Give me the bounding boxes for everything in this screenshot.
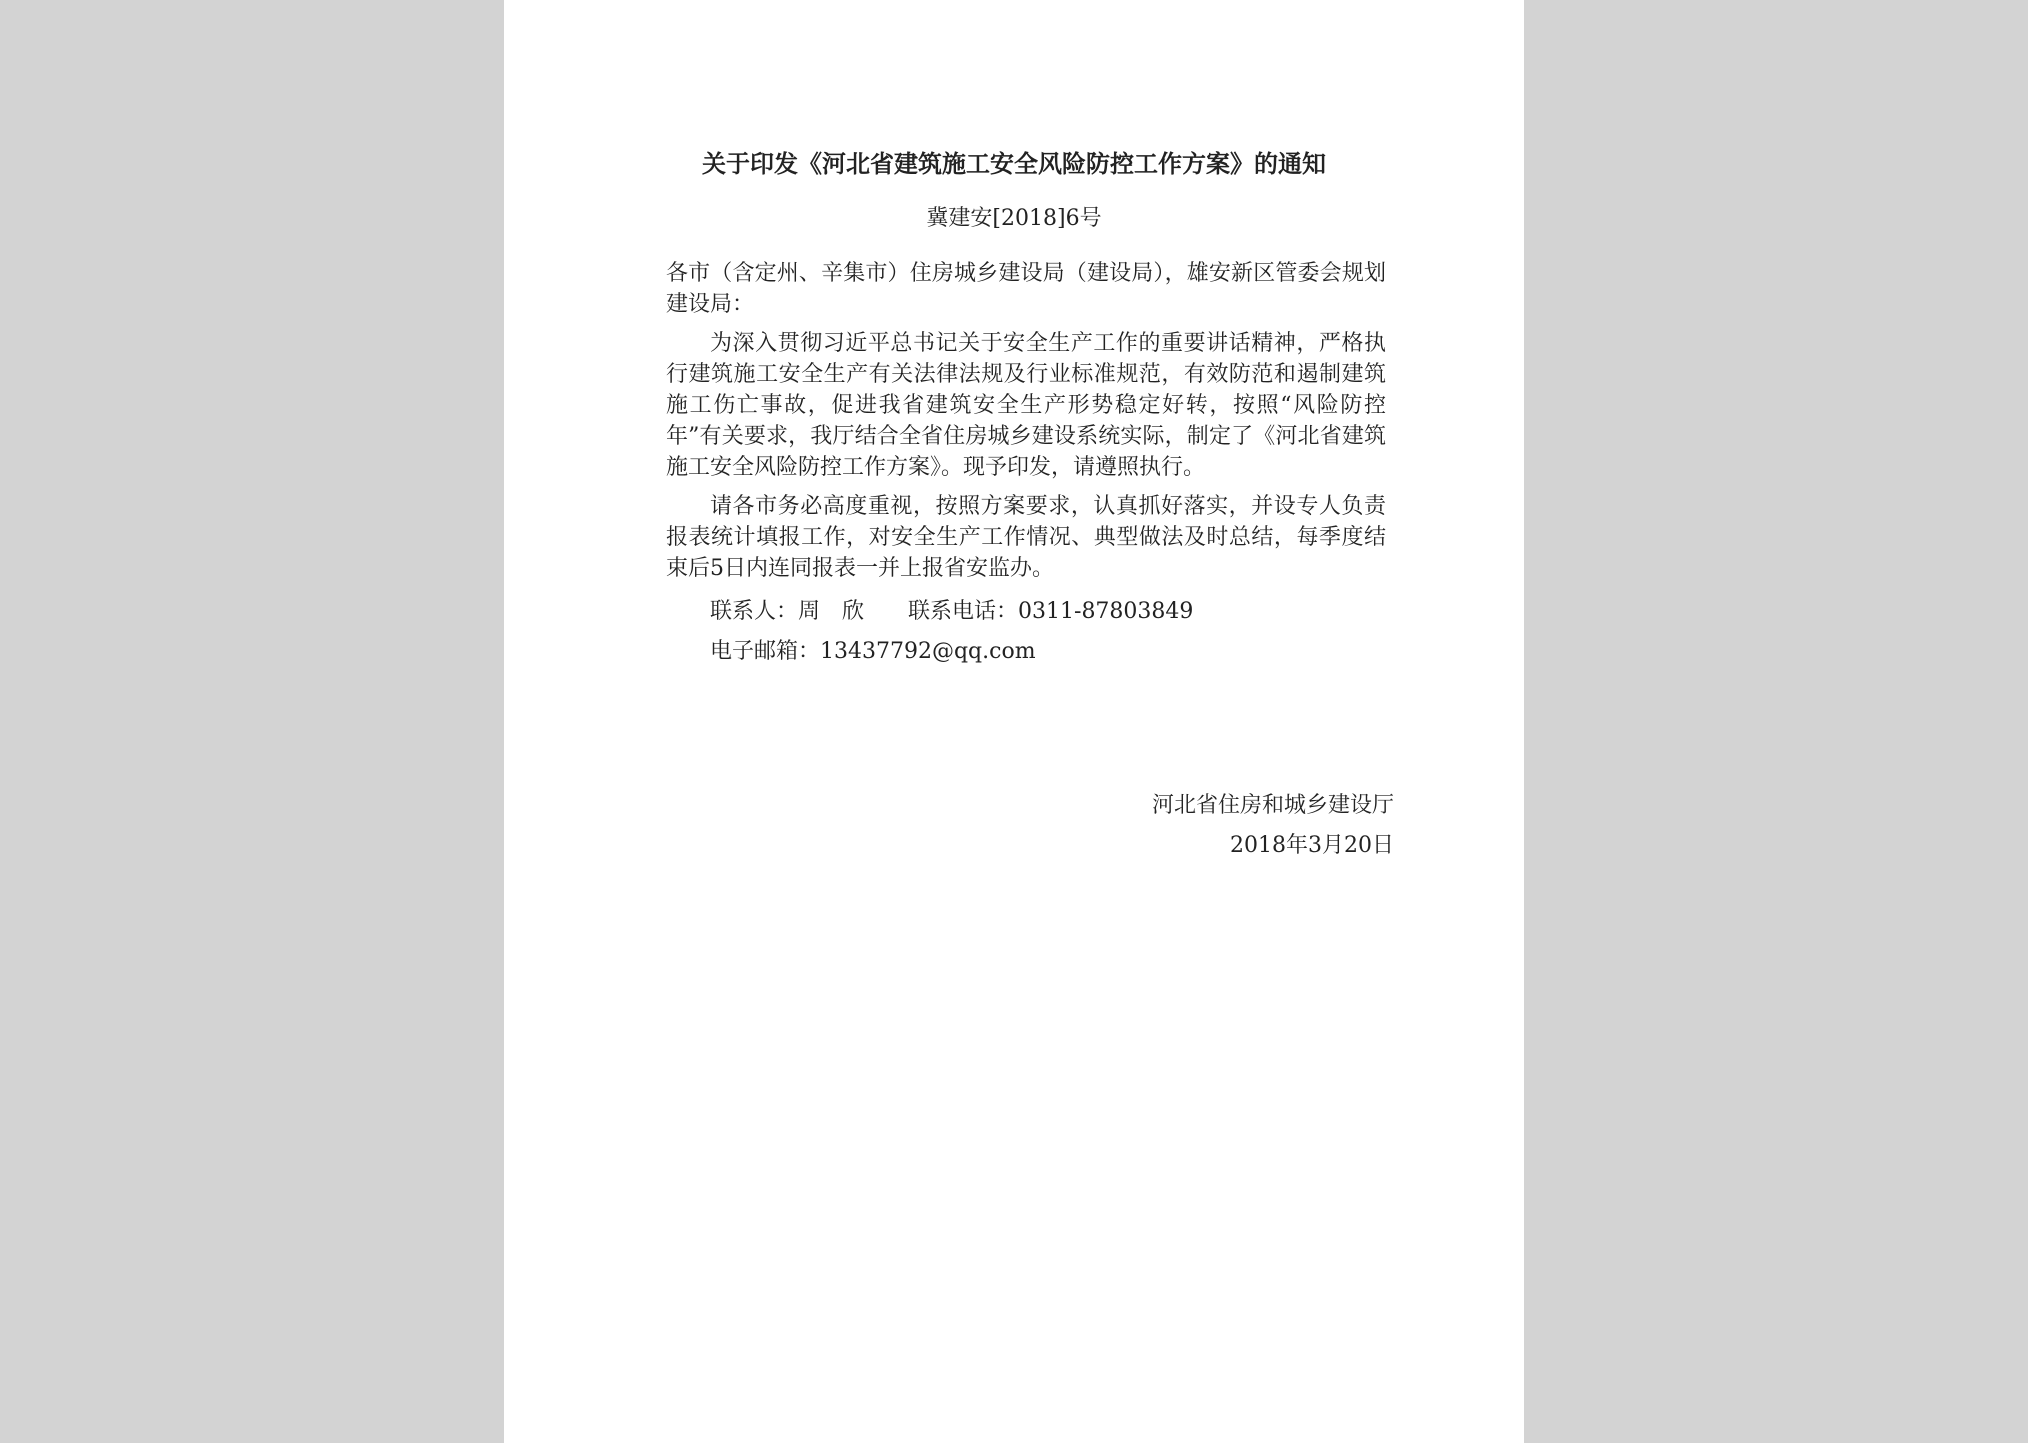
document-body — [666, 258, 1386, 672]
body-paragraph-2: 请各市务必高度重视，按照方案要求，认真抓好落实，并设专人负责报表统计填报工作，对安全生产工作情况、典型做法及时总结，每季度结束后5日内连同报表一并上报省安监办。 — [666, 494, 1386, 581]
body-paragraph-1: 为深入贯彻习近平总书记关于安全生产工作的重要讲话精神，严格执行建筑施工安全生产有关法律法规及行业标准规范，有效防范和遏制建筑施工伤亡事故，促进我省建筑安全生产形势稳定好转，按照“风险防控年”有关要求，我厅结合全省住房城乡建设系统实际，制定了《河北省建筑施工安全风险防控工作方案》。现予印发，请遵照执行。 — [666, 331, 1386, 480]
issuer-name: 河北省住房和城乡建设厅 — [1151, 793, 1394, 818]
signature-block — [1084, 786, 1394, 866]
addressee: 各市（含定州、辛集市）住房城乡建设局（建设局），雄安新区管委会规划建设局： — [666, 261, 1386, 317]
contact-phone: 联系电话：0311-87803849 — [908, 599, 1194, 624]
issue-date: 2018年3月20日 — [1230, 833, 1394, 858]
email-line — [666, 632, 1386, 672]
document-number: 冀建安[2018]6号 — [926, 206, 1102, 231]
document-title: 关于印发《河北省建筑施工安全风险防控工作方案》的通知 — [702, 149, 1326, 178]
contact-email: 电子邮箱：13437792@qq.com — [710, 639, 1036, 664]
document-page — [504, 0, 1524, 1443]
contact-line — [666, 592, 1386, 632]
contact-person: 联系人：周 欣 — [710, 599, 865, 624]
